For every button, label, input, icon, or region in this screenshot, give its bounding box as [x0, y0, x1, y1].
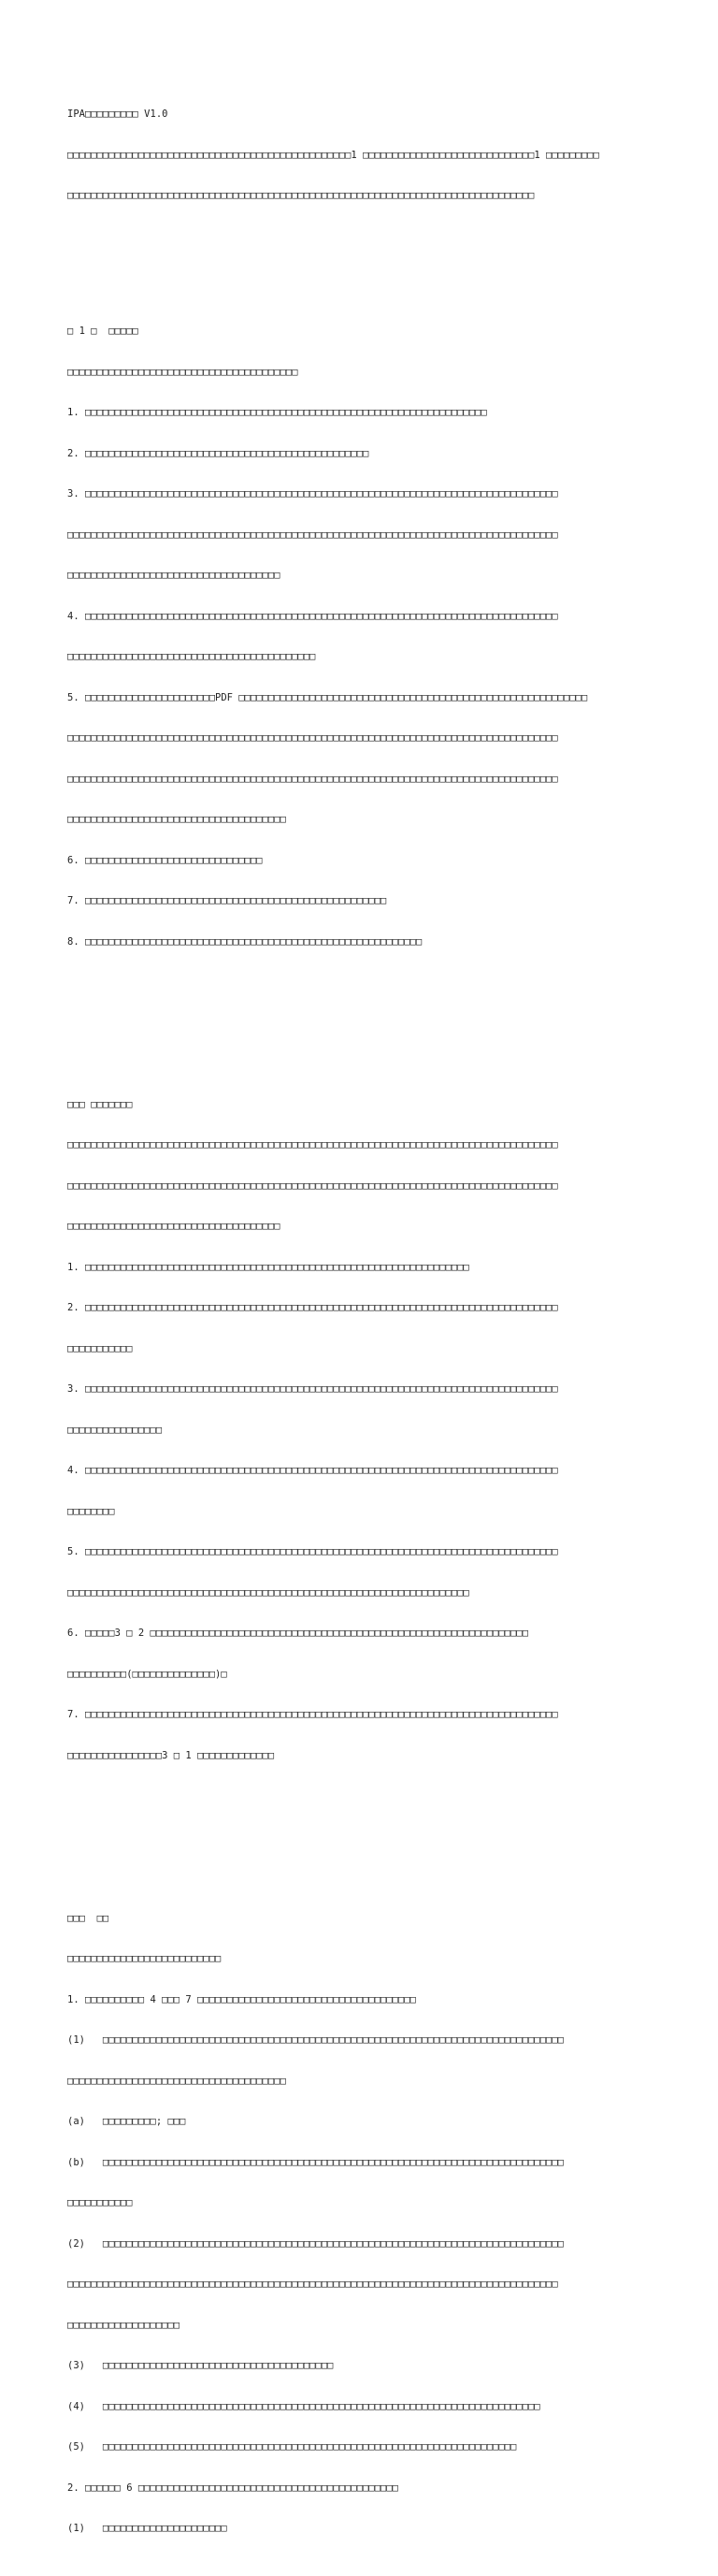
section-line: 3. □□□□□□□□□□□□□□□□□□□□□□□□□□□□□□□□□□□□□□□□□□□□□□□□□□□□□□□□□□□□□□□□□□□□□□□□□□□□□□□□ — [67, 1383, 558, 1395]
section-gap — [67, 1831, 656, 1858]
section-line: □□□□□□□□□□□□□□□□□□□□□□□□□□□□□□□□□□□□□□□□□□□□□□□□□□□□□□□□□□□□□□□□□□□□□□□□□□□□□□□□□□□ — [67, 1179, 558, 1192]
section-line: 8. □□□□□□□□□□□□□□□□□□□□□□□□□□□□□□□□□□□□□□□□□□□□□□□□□□□□□□□□□ — [67, 935, 423, 948]
section-line: 4. □□□□□□□□□□□□□□□□□□□□□□□□□□□□□□□□□□□□□□□□□□□□□□□□□□□□□□□□□□□□□□□□□□□□□□□□□□□□□□□□ — [67, 610, 558, 622]
section-line: 5. □□□□□□□□□□□□□□□□□□□□□□PDF □□□□□□□□□□□□□□□□□□□□□□□□□□□□□□□□□□□□□□□□□□□□□□□□□□□□□□□□□□□ — [67, 691, 588, 703]
section-line: □□□□□□□□□□(□□□□□□□□□□□□□□)□ — [67, 1668, 227, 1680]
section-line: □□□□□□□□□□□□□□□□□□□□□□□□□□□□□□□□□□□□□□□□□□□□□□□□□□□□□□□□□□□□□□□□□□□□□□□□□□□□□□□□□□□ — [67, 2279, 558, 2290]
section-line: (b) □□□□□□□□□□□□□□□□□□□□□□□□□□□□□□□□□□□□□□□□□□□□□□□□□□□□□□□□□□□□□□□□□□□□□□□□□□□□□□ — [67, 2156, 565, 2168]
section-line: 7. □□□□□□□□□□□□□□□□□□□□□□□□□□□□□□□□□□□□□□□□□□□□□□□□□□□□□□□□□□□□□□□□□□□□□□□□□□□□□□□□ — [67, 1709, 558, 1720]
section-line: 6. □□□□□3 □ 2 □□□□□□□□□□□□□□□□□□□□□□□□□□□□□□□□□□□□□□□□□□□□□□□□□□□□□□□□□□□□□□□□ — [67, 1628, 529, 1639]
document-title: IPA□□□□□□□□□ V1.0 — [67, 109, 168, 120]
section-line: □□□□□□□□□□□□□□□□□□□□□□□□□□□□□□□□□□□□□□□□□□□□□□□□□□□□□□□□□□□□□□□□□□□□□□□□□□□□□□□□□□□ — [67, 528, 558, 541]
section-line: 1. □□□□□□□□□□□□□□□□□□□□□□□□□□□□□□□□□□□□□□□□□□□□□□□□□□□□□□□□□□□□□□□□□□□□ — [67, 407, 487, 418]
section-line: □□□□□□□□□□□□□□□□□□□□□□□□□□□□□□□□□□□□□□□ — [67, 366, 298, 378]
section-line: 2. □□□□□□□□□□□□□□□□□□□□□□□□□□□□□□□□□□□□□□□□□□□□□□□□ — [67, 447, 369, 459]
section-line: □□□□□□□□□□□ — [67, 2197, 133, 2208]
section-line: (5) □□□□□□□□□□□□□□□□□□□□□□□□□□□□□□□□□□□□□□□□□□□□□□□□□□□□□□□□□□□□□□□□□□□□□□ — [67, 2441, 517, 2453]
section-line: □□□□□□□□□□□□□□□□□□□□□□□□□□□□□□□□□□□□□ — [67, 2075, 286, 2087]
section-line: 6. □□□□□□□□□□□□□□□□□□□□□□□□□□□□□□ — [67, 854, 263, 866]
section-line: (4) □□□□□□□□□□□□□□□□□□□□□□□□□□□□□□□□□□□□□□□□□□□□□□□□□□□□□□□□□□□□□□□□□□□□□□□□□□ — [67, 2400, 540, 2412]
section-gap — [67, 243, 656, 270]
section-line: 2. □□□□□□□□□□□□□□□□□□□□□□□□□□□□□□□□□□□□□□□□□□□□□□□□□□□□□□□□□□□□□□□□□□□□□□□□□□□□□□□□ — [67, 1302, 558, 1313]
section-line: □□□□□□□□□□□□□□□□3 □ 1 □□□□□□□□□□□□□ — [67, 1749, 275, 1761]
section-line: 5. □□□□□□□□□□□□□□□□□□□□□□□□□□□□□□□□□□□□□□□□□□□□□□□□□□□□□□□□□□□□□□□□□□□□□□□□□□□□□□□□ — [67, 1546, 558, 1557]
section-line: □□□□□□□□□□□□□□□□□□□□□□□□□□□□□□□□□□□□□□□□□□□□□□□□□□□□□□□□□□□□□□□□□□□□□□□□□□□□□□□□□□□ — [67, 1139, 558, 1151]
section-line: □□□□□□□□□□□□□□□□□□□□□□□□□□□□□□□□□□□□□□□□□□ — [67, 651, 316, 662]
section-2 — [67, 1071, 656, 1790]
section-line: □□□□□□□□□□□□□□□□ — [67, 1424, 163, 1436]
section-heading: □□□ □□ — [67, 1912, 109, 1924]
intro-line: □□□□□□□□□□□□□□□□□□□□□□□□□□□□□□□□□□□□□□□□□□□□□□□□1 □□□□□□□□□□□□□□□□□□□□□□□□□□□□□1 □□□□□□□□□ — [67, 149, 599, 161]
intro-line: □□□□□□□□□□□□□□□□□□□□□□□□□□□□□□□□□□□□□□□□□□□□□□□□□□□□□□□□□□□□□□□□□□□□□□□□□□□□□□□ — [67, 190, 535, 201]
section-line: 1. □□□□□□□□□□□□□□□□□□□□□□□□□□□□□□□□□□□□□□□□□□□□□□□□□□□□□□□□□□□□□□□□□ — [67, 1261, 469, 1273]
section-line: □□□□□□□□□□□□□□□□□□□□□□□□□□ — [67, 1953, 222, 1964]
section-line: (a) □□□□□□□□□; □□□ — [67, 2116, 186, 2127]
section-3 — [67, 1885, 656, 2563]
section-line: (2) □□□□□□□□□□□□□□□□□□□□□□□□□□□□□□□□□□□□□□□□□□□□□□□□□□□□□□□□□□□□□□□□□□□□□□□□□□□□□□ — [67, 2237, 565, 2250]
section-1 — [67, 297, 656, 976]
section-heading: □□□ □□□□□□□ — [67, 1098, 133, 1110]
section-line: □□□□□□□□ — [67, 1505, 115, 1517]
section-line: (1) □□□□□□□□□□□□□□□□□□□□□□□□□□□□□□□□□□□□□□□□□□□□□□□□□□□□□□□□□□□□□□□□□□□□□□□□□□□□□□ — [67, 2034, 565, 2046]
section-heading: □ 1 □ □□□□□ — [67, 326, 138, 337]
section-line: □□□□□□□□□□□□□□□□□□□□□□□□□□□□□□□□□□□□□ — [67, 814, 286, 825]
section-line: (1) □□□□□□□□□□□□□□□□□□□□□ — [67, 2523, 227, 2534]
section-line: □□□□□□□□□□□□□□□□□□□ — [67, 2319, 180, 2331]
section-line: 7. □□□□□□□□□□□□□□□□□□□□□□□□□□□□□□□□□□□□□□□□□□□□□□□□□□□ — [67, 895, 387, 906]
section-line: □□□□□□□□□□□□□□□□□□□□□□□□□□□□□□□□□□□□ — [67, 570, 280, 581]
section-line: □□□□□□□□□□□□□□□□□□□□□□□□□□□□□□□□□□□□□□□□□□□□□□□□□□□□□□□□□□□□□□□□□□□□□□□□□□□□□□□□□□□ — [67, 773, 558, 785]
section-line: 2. □□□□□□ 6 □□□□□□□□□□□□□□□□□□□□□□□□□□□□□□□□□□□□□□□□□□□□ — [67, 2482, 399, 2494]
section-gap — [67, 1017, 656, 1044]
document-page — [67, 80, 656, 2576]
section-line: 3. □□□□□□□□□□□□□□□□□□□□□□□□□□□□□□□□□□□□□□□□□□□□□□□□□□□□□□□□□□□□□□□□□□□□□□□□□□□□□□□□ — [67, 488, 558, 499]
section-line: □□□□□□□□□□□□□□□□□□□□□□□□□□□□□□□□□□□□□□□□□□□□□□□□□□□□□□□□□□□□□□□□□□□□ — [67, 1586, 469, 1599]
section-line: □□□□□□□□□□□ — [67, 1342, 133, 1354]
section-line: (3) □□□□□□□□□□□□□□□□□□□□□□□□□□□□□□□□□□□□□□□ — [67, 2360, 334, 2371]
section-line: □□□□□□□□□□□□□□□□□□□□□□□□□□□□□□□□□□□□ — [67, 1221, 280, 1232]
section-line: 1. □□□□□□□□□□ 4 □□□ 7 □□□□□□□□□□□□□□□□□□□□□□□□□□□□□□□□□□□□□ — [67, 1993, 416, 2005]
section-line: □□□□□□□□□□□□□□□□□□□□□□□□□□□□□□□□□□□□□□□□□□□□□□□□□□□□□□□□□□□□□□□□□□□□□□□□□□□□□□□□□□□ — [67, 732, 558, 744]
section-line: 4. □□□□□□□□□□□□□□□□□□□□□□□□□□□□□□□□□□□□□□□□□□□□□□□□□□□□□□□□□□□□□□□□□□□□□□□□□□□□□□□□ — [67, 1465, 558, 1476]
